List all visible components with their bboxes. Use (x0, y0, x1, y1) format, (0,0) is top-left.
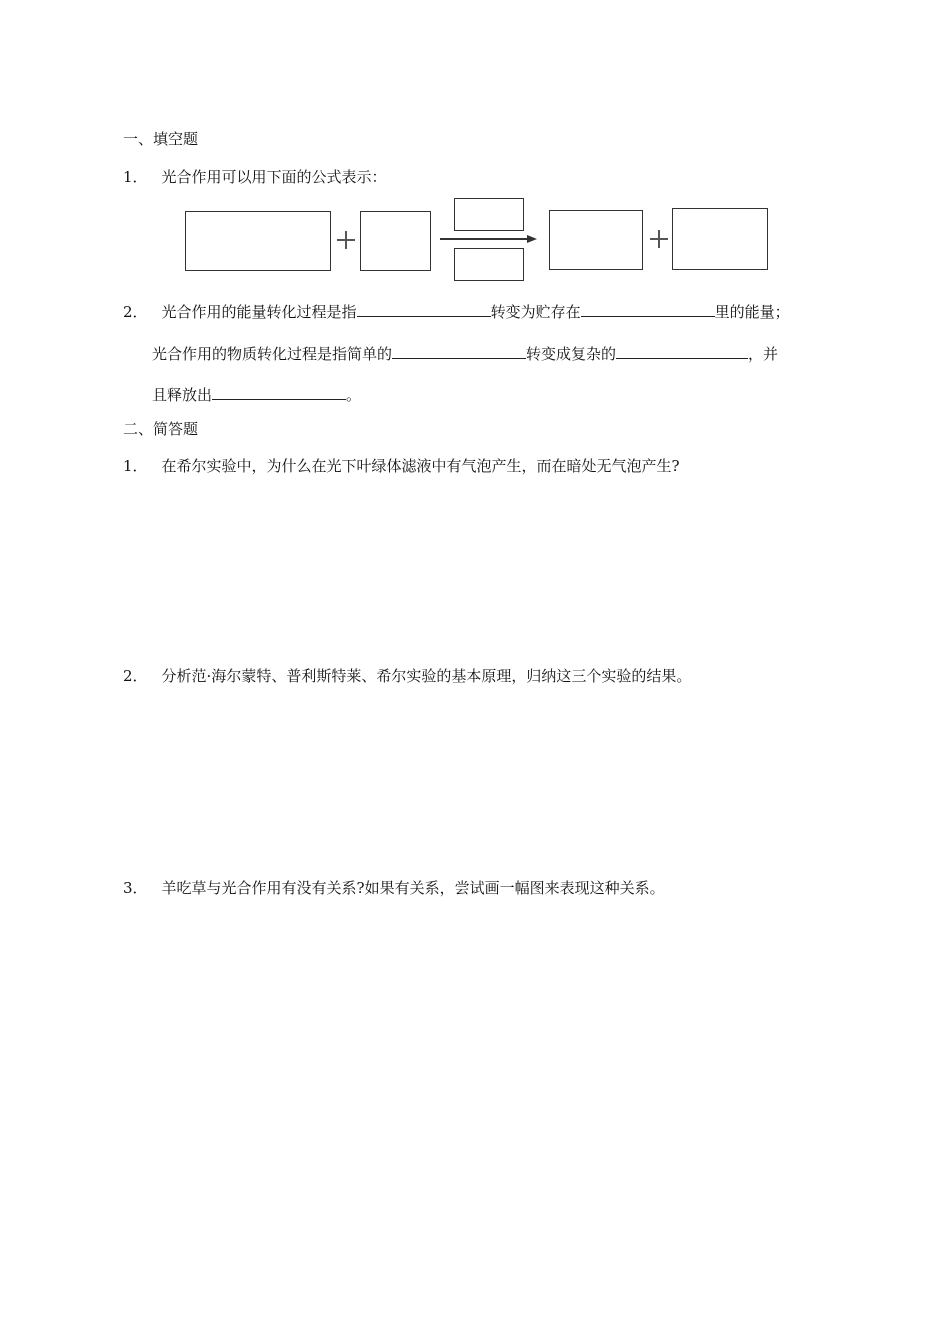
short-answer-2-text: 分析范·海尔蒙特、普利斯特莱、希尔实验的基本原理，归纳这三个实验的结果。 (161, 667, 692, 685)
formula-box-product-1[interactable] (549, 210, 643, 270)
question-2-number: 2． (123, 302, 148, 321)
short-answer-2-number: 2． (123, 667, 148, 685)
arrow-head-icon (527, 235, 537, 243)
reaction-arrow (440, 238, 528, 240)
short-answer-1 (123, 455, 680, 476)
answer-blank[interactable] (357, 300, 491, 317)
question-1 (123, 166, 387, 187)
answer-area-3[interactable] (152, 912, 832, 1212)
formula-box-condition-top[interactable] (454, 198, 524, 231)
question-1-number: 1． (123, 168, 148, 186)
section-heading-fill-blank: 一、填空题 (123, 130, 199, 148)
formula-box-condition-bottom[interactable] (454, 248, 524, 281)
answer-blank[interactable] (392, 342, 526, 359)
answer-blank[interactable] (616, 342, 748, 359)
formula-box-product-2[interactable] (672, 208, 768, 270)
question-2-line-2: 光合作用的物质转化过程是指简单的 转变成复杂的 ，并 (152, 342, 778, 364)
short-answer-3 (123, 877, 665, 898)
short-answer-2 (123, 665, 691, 686)
formula-box-reactant-1[interactable] (185, 211, 331, 271)
short-answer-1-number: 1． (123, 457, 148, 475)
question-2-line-3: 且释放出 。 (152, 383, 361, 405)
short-answer-1-text: 在希尔实验中，为什么在光下叶绿体滤液中有气泡产生，而在暗处无气泡产生? (161, 457, 680, 475)
short-answer-3-text: 羊吃草与光合作用有没有关系?如果有关系，尝试画一幅图来表现这种关系。 (161, 879, 665, 897)
answer-blank[interactable] (581, 300, 715, 317)
answer-blank[interactable] (212, 383, 346, 400)
question-2-line-1: 2． 光合作用的能量转化过程是指 转变为贮存在 里的能量； (123, 300, 790, 322)
section-heading-short-answer: 二、简答题 (123, 420, 199, 438)
question-1-text: 光合作用可以用下面的公式表示： (161, 168, 387, 186)
plus-icon (337, 231, 355, 249)
short-answer-3-number: 3． (123, 879, 148, 897)
answer-area-1[interactable] (152, 490, 832, 640)
formula-box-reactant-2[interactable] (360, 211, 431, 271)
plus-icon (650, 230, 668, 248)
answer-area-2[interactable] (152, 700, 832, 850)
